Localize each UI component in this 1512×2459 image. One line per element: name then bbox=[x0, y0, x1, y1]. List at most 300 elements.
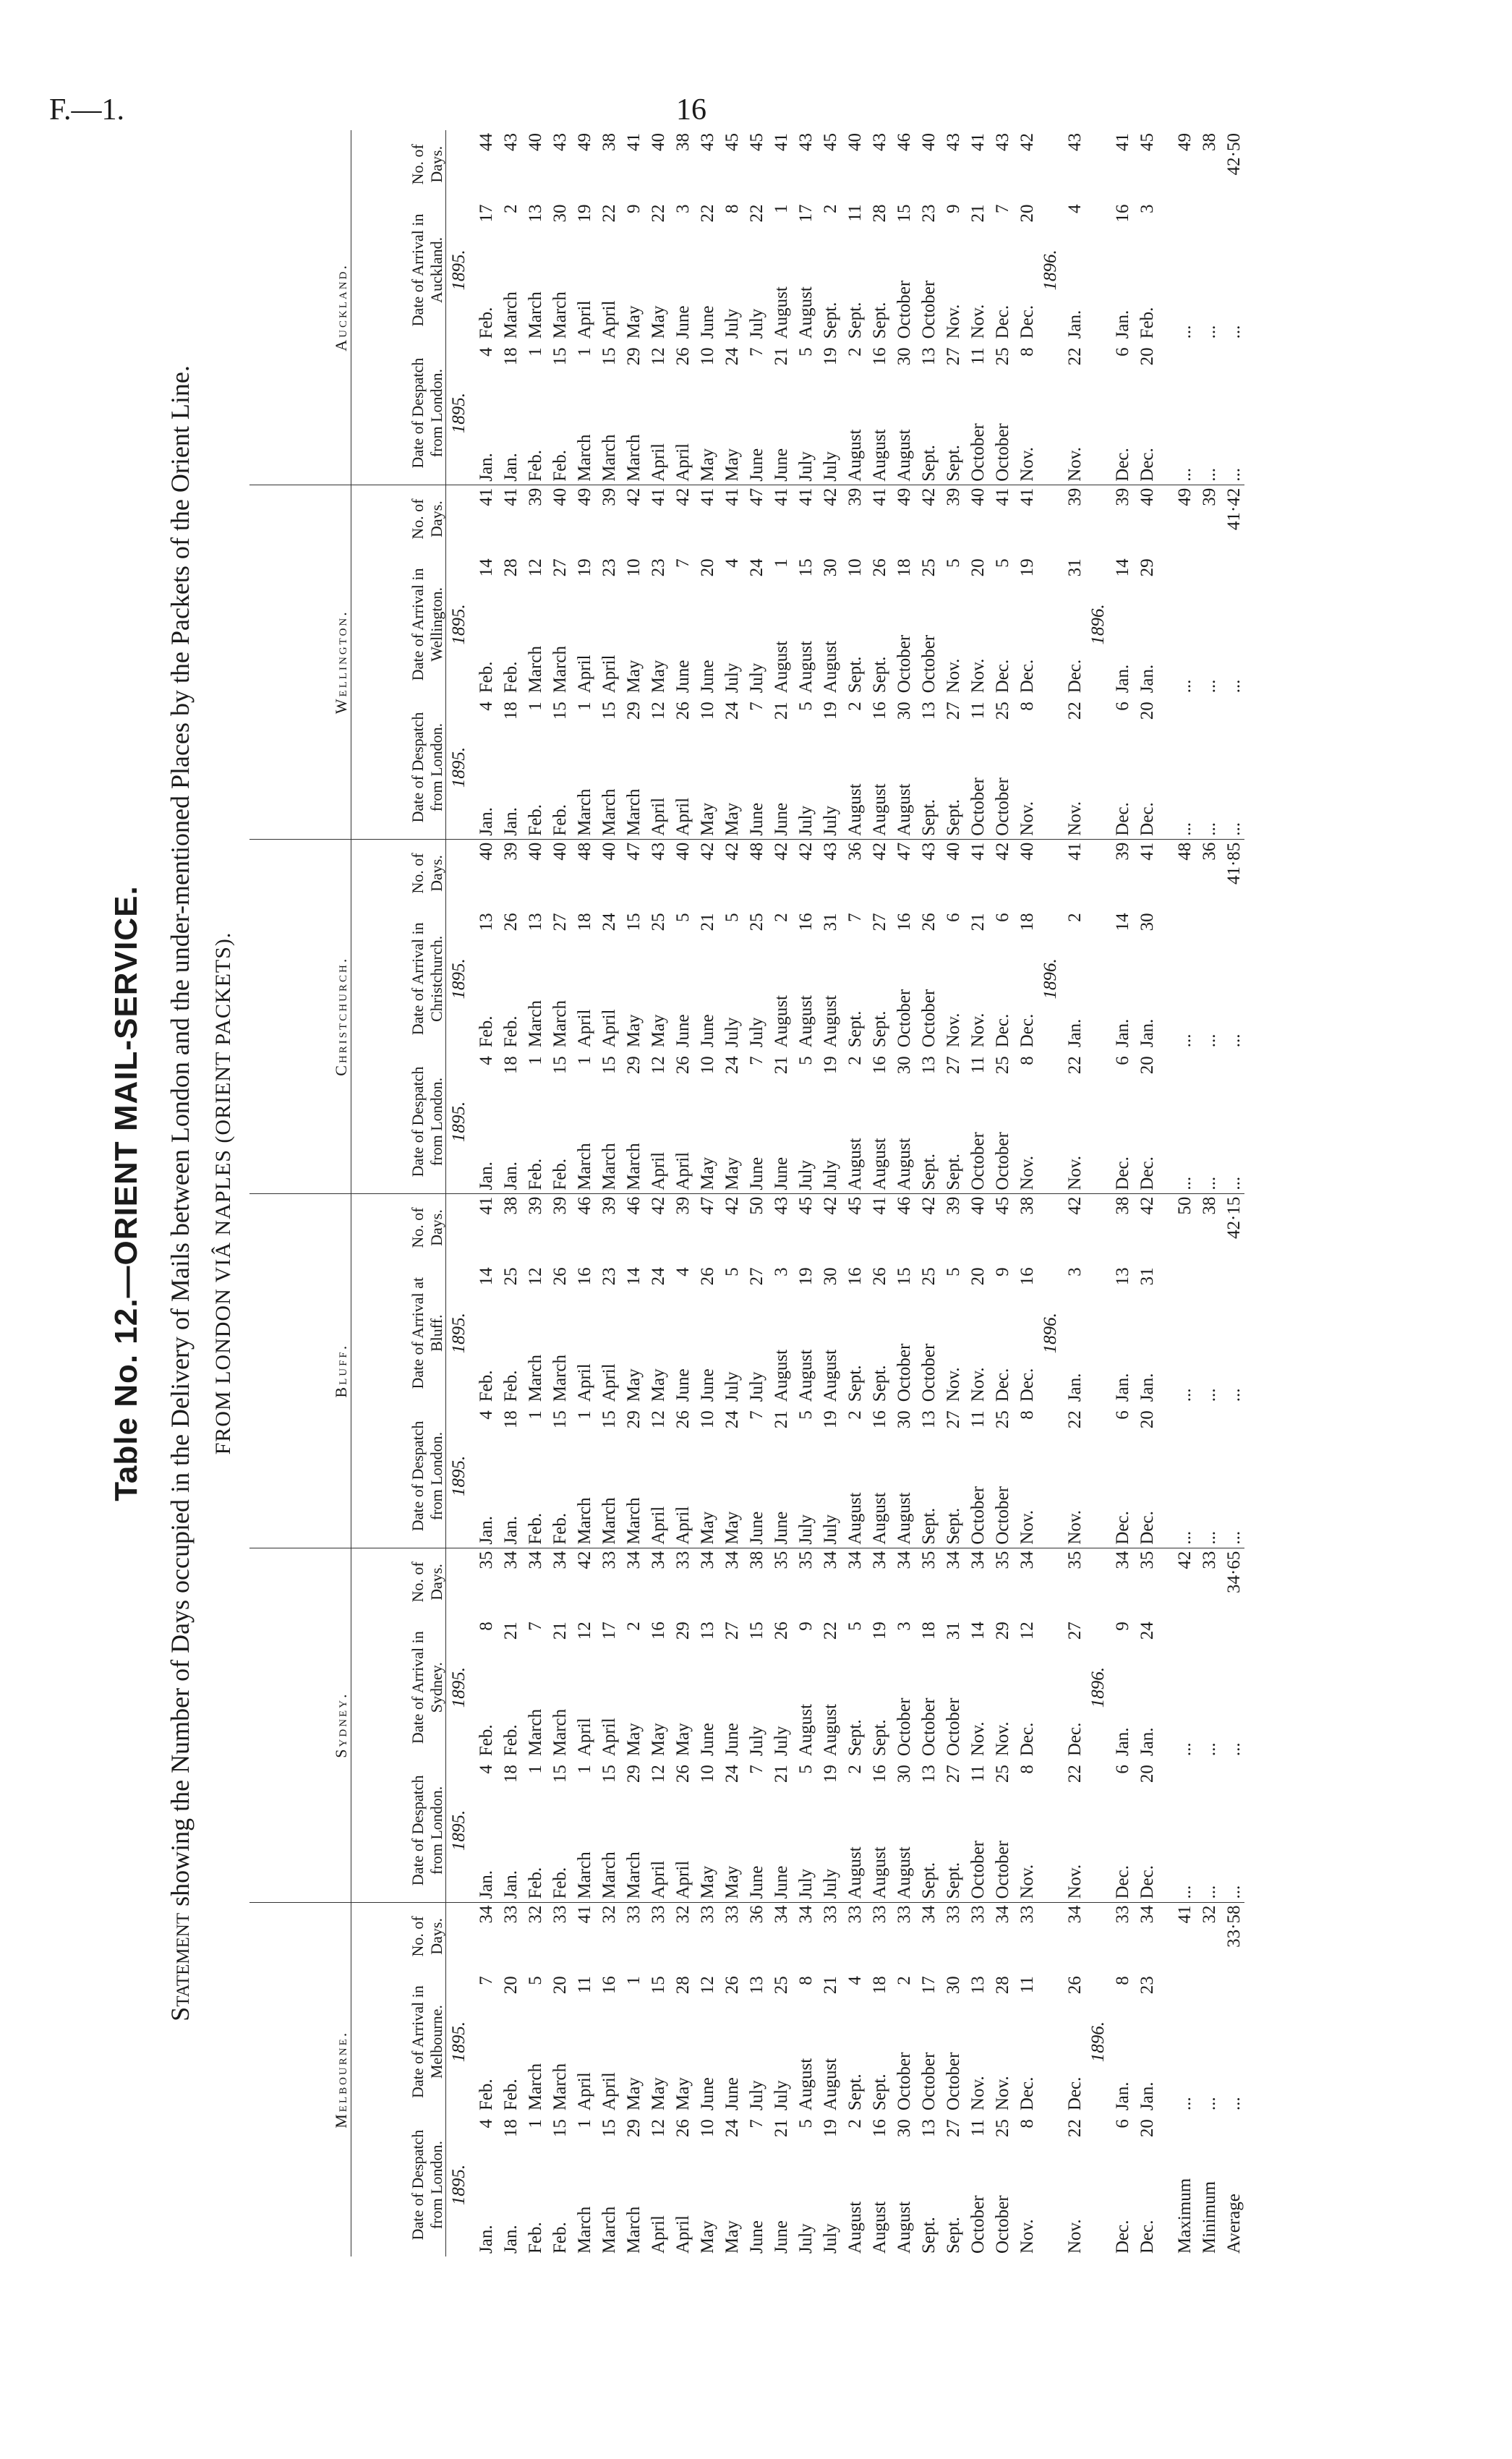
arrival-month: May bbox=[649, 305, 668, 339]
arrival-month: October bbox=[919, 280, 939, 339]
days-value: 49 bbox=[575, 133, 594, 151]
despatch-month: October bbox=[988, 1444, 1013, 1548]
despatch-month: July bbox=[792, 736, 816, 839]
arrival-day: 22 bbox=[649, 204, 668, 223]
despatch-month: August bbox=[890, 382, 915, 485]
despatch-day: 8 bbox=[1017, 1410, 1037, 1420]
days-value: 35 bbox=[772, 1551, 791, 1569]
days-value: 47 bbox=[624, 842, 644, 861]
arrival-year-1896 bbox=[1038, 1970, 1061, 2113]
arrival-month: Sept. bbox=[870, 1719, 889, 1757]
arrival-day: 7 bbox=[993, 204, 1012, 213]
days-value: 39 bbox=[550, 1196, 570, 1215]
despatch-day: 21 bbox=[772, 1765, 791, 1783]
arrival-day: 27 bbox=[870, 913, 889, 932]
arrival-day: 27 bbox=[550, 558, 570, 577]
despatch-day: 15 bbox=[550, 1410, 570, 1429]
arrival-day: 21 bbox=[501, 1621, 521, 1640]
despatch-day: 22 bbox=[1065, 347, 1085, 366]
summary-label: Average bbox=[1224, 2194, 1244, 2254]
arrival-day: 19 bbox=[575, 558, 594, 577]
spacer-cell bbox=[1158, 1444, 1171, 1548]
spacer-cell bbox=[1158, 1655, 1171, 1759]
spacer-cell bbox=[1158, 736, 1171, 839]
arrival-day: 19 bbox=[870, 1621, 889, 1640]
arrival-month: Jan. bbox=[1137, 1373, 1157, 1402]
despatch-month: April bbox=[669, 382, 693, 485]
arrival-month: August bbox=[796, 641, 816, 694]
arrival-month: May bbox=[649, 1014, 668, 1048]
despatch-day: 1 bbox=[526, 1056, 545, 1065]
arrival-month: Sept. bbox=[845, 1719, 865, 1757]
arrival-month: Dec. bbox=[1017, 304, 1037, 339]
arrival-day: 22 bbox=[821, 1621, 840, 1640]
arrival-month: October bbox=[944, 1697, 963, 1757]
summary-label: ... bbox=[1195, 1759, 1220, 1902]
despatch-month: June bbox=[743, 1444, 767, 1548]
days-value: 42 bbox=[722, 1196, 742, 1215]
arrival-month: Nov. bbox=[968, 1367, 988, 1402]
table-statement bbox=[165, 108, 195, 2278]
arrival-month: April bbox=[599, 2072, 619, 2111]
arrival-day: 26 bbox=[698, 1267, 717, 1286]
arrival-day: 9 bbox=[993, 1267, 1012, 1277]
arrival-day: 11 bbox=[845, 204, 865, 222]
despatch-month: May bbox=[718, 382, 743, 485]
days-value: 41 bbox=[772, 487, 791, 506]
summary-label: ... bbox=[1171, 341, 1195, 485]
despatch-day: 6 bbox=[1113, 1056, 1132, 1065]
summary-value-wellington: 39 bbox=[1200, 487, 1219, 506]
arrival-month: August bbox=[796, 995, 816, 1048]
arrival-month: Nov. bbox=[968, 1013, 988, 1048]
table-row bbox=[841, 130, 866, 2256]
despatch-day: 4 bbox=[477, 1765, 496, 1774]
despatch-month: Feb. bbox=[546, 382, 571, 485]
days-value: 39 bbox=[526, 487, 545, 506]
days-value: 34 bbox=[624, 1551, 644, 1569]
days-value: 33 bbox=[845, 1905, 865, 1924]
despatch-month: June bbox=[747, 2220, 766, 2254]
days-value: 43 bbox=[1065, 133, 1085, 151]
arrival-month: June bbox=[698, 1368, 717, 1402]
days-value: 33 bbox=[673, 1551, 693, 1569]
arrival-month: October bbox=[894, 280, 914, 339]
arrival-day: 26 bbox=[501, 913, 521, 932]
spacer-cell bbox=[1038, 485, 1061, 553]
days-value: 41 bbox=[968, 842, 988, 861]
arrival-year-1896 bbox=[1085, 907, 1109, 1050]
days-value: 33 bbox=[722, 1905, 742, 1924]
despatch-month: July bbox=[792, 1090, 816, 1193]
days-value: 44 bbox=[477, 133, 496, 151]
arrival-month: August bbox=[796, 1703, 816, 1757]
despatch-month: May bbox=[718, 736, 743, 839]
despatch-month: August bbox=[866, 382, 890, 485]
arrival-day: 31 bbox=[1137, 1267, 1157, 1286]
spacer-cell bbox=[1158, 1050, 1171, 1090]
table-row bbox=[521, 130, 546, 2256]
arrival-month: Dec. bbox=[1065, 1722, 1085, 1757]
arrival-year: 1895. bbox=[449, 958, 469, 1000]
days-value: 48 bbox=[747, 842, 766, 861]
days-value: 42 bbox=[821, 1196, 840, 1215]
arrival-day: 16 bbox=[575, 1267, 594, 1286]
despatch-day: 15 bbox=[599, 702, 619, 720]
despatch-month: May bbox=[718, 1090, 743, 1193]
spacer-cell bbox=[1038, 1050, 1061, 1193]
despatch-day: 24 bbox=[722, 1410, 742, 1429]
despatch-month: Nov. bbox=[1061, 382, 1085, 485]
arrival-day: 12 bbox=[575, 1621, 594, 1640]
despatch-day: 20 bbox=[1137, 1410, 1157, 1429]
arrival-day: 22 bbox=[698, 204, 717, 223]
despatch-month: Jan. bbox=[469, 1444, 497, 1548]
despatch-month: August bbox=[841, 382, 866, 485]
year-1896-row bbox=[1085, 130, 1109, 2256]
despatch-day: 27 bbox=[944, 347, 963, 366]
arrival-month: July bbox=[722, 308, 742, 339]
arrival-day: 12 bbox=[526, 558, 545, 577]
despatch-header: Date of Despatch from London. bbox=[351, 696, 446, 839]
arrival-month: March bbox=[526, 2063, 545, 2111]
despatch-day: 1 bbox=[575, 1410, 594, 1420]
despatch-month: June bbox=[743, 1090, 767, 1193]
days-value: 34 bbox=[1137, 1905, 1157, 1924]
arrival-day: 5 bbox=[526, 1976, 545, 1985]
arrival-month: Nov. bbox=[968, 2076, 988, 2111]
arrival-day: 20 bbox=[968, 558, 988, 577]
arrival-day: 7 bbox=[526, 1621, 545, 1631]
arrival-day: 13 bbox=[1113, 1267, 1132, 1286]
despatch-month: Dec. bbox=[1133, 1799, 1158, 1902]
days-value: 34 bbox=[821, 1551, 840, 1569]
arrival-day: 21 bbox=[698, 913, 717, 932]
arrival-month: March bbox=[526, 291, 545, 339]
arrival-header-sydney: Date of Arrival in Sydney. bbox=[351, 1616, 446, 1759]
days-value: 40 bbox=[550, 842, 570, 861]
arrival-day: 27 bbox=[747, 1267, 766, 1286]
arrival-day: 28 bbox=[673, 1976, 693, 1995]
despatch-month: August bbox=[841, 1090, 866, 1193]
despatch-month: March bbox=[571, 1444, 595, 1548]
despatch-day: 26 bbox=[673, 1056, 693, 1075]
days-value: 40 bbox=[649, 133, 668, 151]
arrival-header-auckland: Date of Arrival in Auckland. bbox=[351, 198, 446, 341]
arrival-month: Sept. bbox=[845, 1010, 865, 1048]
despatch-day: 15 bbox=[599, 1056, 619, 1075]
arrival-day: 7 bbox=[477, 1976, 496, 1985]
despatch-month: Dec. bbox=[1109, 382, 1133, 485]
arrival-day: 18 bbox=[919, 1621, 939, 1640]
despatch-day: 20 bbox=[1137, 347, 1157, 366]
days-value: 41 bbox=[698, 487, 717, 506]
arrival-month: July bbox=[747, 662, 766, 694]
table-row bbox=[767, 130, 792, 2256]
arrival-day: 5 bbox=[944, 558, 963, 568]
despatch-day: 25 bbox=[993, 702, 1012, 720]
arrival-month: July bbox=[722, 1371, 742, 1402]
spacer-cell bbox=[1158, 1090, 1171, 1193]
despatch-day: 22 bbox=[1065, 1056, 1085, 1075]
days-value: 35 bbox=[477, 1551, 496, 1569]
spacer-cell bbox=[1158, 1970, 1171, 2010]
arrival-month: May bbox=[649, 1368, 668, 1402]
summary-value-christchurch: 48 bbox=[1175, 842, 1195, 861]
spacer-cell bbox=[1158, 198, 1171, 238]
arrival-month: August bbox=[772, 641, 791, 694]
arrival-day: 17 bbox=[796, 204, 816, 223]
summary-label: ... bbox=[1220, 1405, 1244, 1548]
arrival-day: 16 bbox=[1113, 204, 1132, 223]
table-row bbox=[1133, 130, 1158, 2256]
arrival-year-1896: 1896. bbox=[1088, 2021, 1108, 2063]
summary-ellipsis: ... bbox=[1175, 1034, 1195, 1048]
despatch-year: 1895. bbox=[449, 2164, 469, 2206]
arrival-day: 2 bbox=[821, 204, 840, 213]
spacer-cell bbox=[1038, 130, 1061, 198]
days-value: 41 bbox=[501, 487, 521, 506]
summary-ellipsis: ... bbox=[1200, 679, 1219, 694]
arrival-day: 30 bbox=[821, 1267, 840, 1286]
despatch-month: Nov. bbox=[1013, 736, 1038, 839]
arrival-month: Dec. bbox=[1017, 1013, 1037, 1048]
despatch-header: Date of Despatch from London. bbox=[351, 1405, 446, 1548]
summary-value-christchurch: 36 bbox=[1200, 842, 1219, 861]
spacer-cell bbox=[1158, 696, 1171, 736]
despatch-day: 4 bbox=[477, 2119, 496, 2128]
days-value: 41 bbox=[722, 487, 742, 506]
despatch-month: Jan. bbox=[497, 1799, 521, 1902]
arrival-day: 10 bbox=[845, 558, 865, 577]
days-value: 42 bbox=[993, 842, 1012, 861]
days-value: 42 bbox=[722, 842, 742, 861]
arrival-year: 1895. bbox=[449, 1313, 469, 1354]
spacer-cell bbox=[1085, 1902, 1109, 1970]
spacer-cell bbox=[1158, 593, 1171, 696]
despatch-day: 21 bbox=[772, 1056, 791, 1075]
despatch-month: Sept. bbox=[915, 1444, 939, 1548]
arrival-day: 28 bbox=[870, 204, 889, 223]
arrival-day: 1 bbox=[624, 1976, 644, 1985]
arrival-day: 14 bbox=[1113, 558, 1132, 577]
despatch-header: Date of Despatch from London. bbox=[351, 341, 446, 485]
despatch-day: 15 bbox=[599, 2119, 619, 2138]
city-header-christchurch: Christchurch. bbox=[249, 839, 351, 1193]
summary-value-auckland: 49 bbox=[1175, 133, 1195, 151]
despatch-month: Dec. bbox=[1133, 382, 1158, 485]
days-value: 42 bbox=[575, 1551, 594, 1569]
arrival-month: August bbox=[821, 1703, 840, 1757]
days-value: 41 bbox=[993, 487, 1012, 506]
days-value: 50 bbox=[747, 1196, 766, 1215]
arrival-day: 4 bbox=[845, 1976, 865, 1985]
spacer-cell bbox=[1158, 382, 1171, 485]
days-blank bbox=[446, 130, 470, 198]
despatch-day: 24 bbox=[722, 347, 742, 366]
despatch-month: Nov. bbox=[1013, 1444, 1038, 1548]
arrival-month: October bbox=[919, 1343, 939, 1402]
despatch-day: 11 bbox=[968, 1056, 988, 1074]
despatch-day: 12 bbox=[649, 1056, 668, 1075]
arrival-day: 8 bbox=[796, 1976, 816, 1985]
despatch-day: 20 bbox=[1137, 702, 1157, 720]
spacer-cell bbox=[1158, 341, 1171, 381]
despatch-month: April bbox=[644, 736, 669, 839]
days-value: 47 bbox=[894, 842, 914, 861]
table-row bbox=[890, 130, 915, 2256]
despatch-month: August bbox=[870, 2201, 889, 2254]
despatch-day: 16 bbox=[870, 347, 889, 366]
spacer-cell bbox=[1038, 1405, 1061, 1548]
despatch-month: March bbox=[571, 382, 595, 485]
days-value: 43 bbox=[944, 133, 963, 151]
days-value: 33 bbox=[968, 1905, 988, 1924]
despatch-day: 5 bbox=[796, 2119, 816, 2128]
days-value: 39 bbox=[944, 1196, 963, 1215]
arrival-day: 1 bbox=[772, 204, 791, 213]
despatch-day: 1 bbox=[526, 702, 545, 711]
spacer-cell bbox=[1158, 839, 1171, 907]
despatch-day: 10 bbox=[698, 1056, 717, 1075]
despatch-month: August bbox=[845, 2201, 865, 2254]
arrival-month: Jan. bbox=[1113, 1727, 1132, 1757]
despatch-day: 6 bbox=[1113, 1765, 1132, 1774]
summary-label: ... bbox=[1195, 696, 1220, 839]
arrival-month: Dec. bbox=[1017, 1722, 1037, 1757]
summary-value-melbourne: 32 bbox=[1200, 1905, 1219, 1924]
despatch-month: July bbox=[816, 736, 841, 839]
despatch-year: 1895. bbox=[446, 1405, 470, 1548]
spacer-row bbox=[1158, 130, 1171, 2256]
days-value: 42 bbox=[919, 1196, 939, 1215]
despatch-day: 22 bbox=[1065, 2119, 1085, 2138]
arrival-month: May bbox=[624, 1368, 644, 1402]
despatch-month: June bbox=[767, 736, 792, 839]
despatch-header: Date of Despatch from London. bbox=[351, 1759, 446, 1902]
days-value: 33 bbox=[944, 1905, 963, 1924]
arrival-month: March bbox=[550, 1000, 570, 1048]
despatch-day: 13 bbox=[919, 1765, 939, 1783]
summary-value-christchurch: 41·85 bbox=[1224, 842, 1244, 885]
arrival-day: 26 bbox=[550, 1267, 570, 1286]
city-header-melbourne: Melbourne. bbox=[249, 1902, 351, 2256]
despatch-day: 21 bbox=[772, 702, 791, 720]
summary-value-wellington: 41·42 bbox=[1224, 487, 1244, 531]
despatch-day: 26 bbox=[673, 347, 693, 366]
arrival-month: April bbox=[575, 655, 594, 694]
arrival-day: 18 bbox=[894, 558, 914, 577]
despatch-month: Nov. bbox=[1065, 2219, 1085, 2254]
days-value: 42 bbox=[673, 487, 693, 506]
despatch-month: Feb. bbox=[546, 1090, 571, 1193]
despatch-day: 30 bbox=[894, 1765, 914, 1783]
summary-ellipsis: ... bbox=[1175, 1742, 1195, 1757]
despatch-day: 27 bbox=[944, 1410, 963, 1429]
despatch-month: Dec. bbox=[1133, 1090, 1158, 1193]
despatch-day: 15 bbox=[599, 1410, 619, 1429]
despatch-month: Sept. bbox=[915, 1090, 939, 1193]
days-value: 33 bbox=[870, 1905, 889, 1924]
arrival-day: 7 bbox=[673, 558, 693, 568]
arrival-month: Jan. bbox=[1137, 1018, 1157, 1048]
arrival-month: Dec. bbox=[1065, 659, 1085, 694]
despatch-day: 25 bbox=[993, 2119, 1012, 2138]
days-value: 40 bbox=[968, 487, 988, 506]
arrival-day: 25 bbox=[501, 1267, 521, 1286]
table-row bbox=[669, 130, 693, 2256]
days-value: 42 bbox=[870, 842, 889, 861]
arrival-day: 25 bbox=[649, 913, 668, 932]
arrival-year-1896 bbox=[1085, 1261, 1109, 1405]
despatch-day: 7 bbox=[747, 1410, 766, 1420]
arrival-day: 18 bbox=[575, 913, 594, 932]
despatch-day: 6 bbox=[1113, 347, 1132, 357]
despatch-month: April bbox=[644, 1799, 669, 1902]
arrival-day: 14 bbox=[1113, 913, 1132, 932]
despatch-month: Sept. bbox=[919, 2217, 939, 2254]
days-value: 49 bbox=[894, 487, 914, 506]
arrival-month: July bbox=[747, 1017, 766, 1048]
days-value: 42 bbox=[796, 842, 816, 861]
arrival-month: June bbox=[698, 2077, 717, 2111]
table-row bbox=[469, 130, 497, 2256]
days-value: 42 bbox=[624, 487, 644, 506]
despatch-day: 15 bbox=[599, 347, 619, 366]
page-number: 16 bbox=[676, 93, 706, 127]
despatch-day: 20 bbox=[1137, 1056, 1157, 1075]
despatch-month: Dec. bbox=[1113, 2220, 1132, 2254]
despatch-month: July bbox=[792, 1799, 816, 1902]
arrival-day: 12 bbox=[1017, 1621, 1037, 1640]
arrival-day: 26 bbox=[722, 1976, 742, 1995]
arrival-day: 17 bbox=[919, 1976, 939, 1995]
despatch-day: 16 bbox=[870, 1410, 889, 1429]
arrival-year: 1895. bbox=[449, 2021, 469, 2063]
arrival-day: 23 bbox=[1137, 1976, 1157, 1995]
days-value: 39 bbox=[526, 1196, 545, 1215]
despatch-day: 16 bbox=[870, 1765, 889, 1783]
days-value: 41 bbox=[477, 487, 496, 506]
despatch-day: 2 bbox=[845, 1765, 865, 1774]
arrival-month: Sept. bbox=[845, 2074, 865, 2111]
despatch-month: August bbox=[841, 1799, 866, 1902]
days-value: 40 bbox=[845, 133, 865, 151]
arrival-month: October bbox=[894, 634, 914, 694]
despatch-month: Jan. bbox=[501, 2225, 521, 2254]
days-value: 34 bbox=[919, 1905, 939, 1924]
days-value: 35 bbox=[919, 1551, 939, 1569]
despatch-day: 5 bbox=[796, 1765, 816, 1774]
arrival-day: 30 bbox=[944, 1976, 963, 1995]
days-value: 45 bbox=[747, 133, 766, 151]
arrival-year-1896: 1896. bbox=[1041, 958, 1060, 1000]
arrival-month: August bbox=[821, 2058, 840, 2111]
arrival-month: April bbox=[575, 300, 594, 339]
year-row bbox=[446, 130, 470, 2256]
despatch-day: 7 bbox=[747, 1056, 766, 1065]
days-value: 43 bbox=[796, 133, 816, 151]
arrival-month: Jan. bbox=[1065, 310, 1085, 339]
arrival-month: Jan. bbox=[1065, 1018, 1085, 1048]
despatch-day: 12 bbox=[649, 1765, 668, 1783]
days-value: 43 bbox=[993, 133, 1012, 151]
summary-value-bluff: 50 bbox=[1175, 1196, 1195, 1215]
despatch-year: 1895. bbox=[446, 1050, 470, 1193]
despatch-day: 29 bbox=[624, 2119, 644, 2138]
days-value: 40 bbox=[526, 133, 545, 151]
arrival-day: 13 bbox=[477, 913, 496, 932]
